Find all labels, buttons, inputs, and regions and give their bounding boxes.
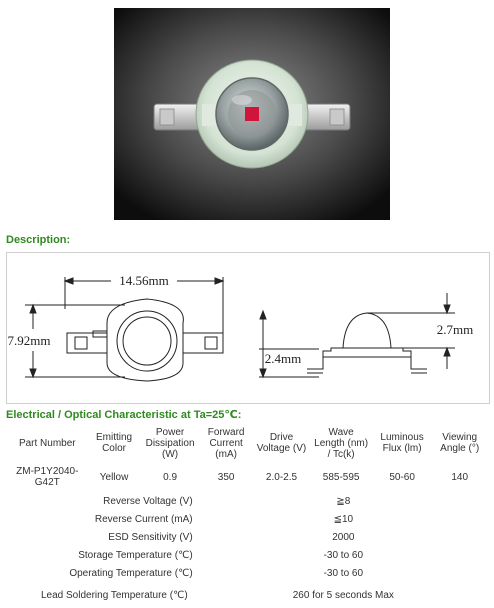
header-part-number: Part Number [18,437,76,449]
spec-row-storage-temp [6,546,486,564]
led-product-photo [114,8,390,220]
dimension-body-height: 2.4mm [264,351,302,366]
product-photo-area [0,0,494,228]
header-luminous-flux: Luminous Flux (lm) [380,432,424,454]
spec-row-operating-temp [6,564,486,582]
spec-value: ≧8 [336,495,351,507]
spec-label: Reverse Current (mA) [94,513,193,525]
header-power-dissipation: Power Dissipation (W) [145,426,195,460]
spec-table-header [6,424,486,462]
spec-table [6,424,486,608]
cell-part-number: ZM-P1Y2040-G42T [16,466,79,488]
header-emitting-color: Emitting Color [95,432,133,454]
spec-label: Operating Temperature (℃) [69,567,193,579]
spec-value: -30 to 60 [323,549,364,561]
spec-value: ≦10 [333,513,354,525]
dimension-drawing-graphic [7,253,489,403]
spec-row-soldering-temp [6,582,486,608]
dimension-dome-height: 2.7mm [436,322,474,337]
electrical-heading: Electrical / Optical Characteristic at Ta=25℃: [6,409,242,421]
spec-label: Reverse Voltage (V) [103,495,193,507]
spec-label: ESD Sensitivity (V) [108,531,193,543]
spec-row-reverse-current [6,510,486,528]
cell-emitting-color: Yellow [99,471,129,483]
spec-label: Storage Temperature (℃) [78,549,193,561]
cell-wave-length: 585-595 [322,471,360,483]
spec-row-esd [6,528,486,546]
cell-drive-voltage: 2.0-2.5 [265,471,298,483]
dimension-height: 7.92mm [7,333,51,348]
spec-row-reverse-voltage [6,492,486,510]
cell-forward-current: 350 [217,471,235,483]
cell-luminous-flux: 50-60 [389,471,415,483]
cell-power-dissipation: 0.9 [163,471,178,483]
led-photo-graphic [114,8,390,220]
header-wave-length: Wave Length (nm) / Tc(k) [314,426,369,460]
dimension-drawing [6,252,490,404]
spec-label: Lead Soldering Temperature (℃) [40,589,188,601]
header-viewing-angle: Viewing Angle (°) [440,432,480,454]
spec-value: 260 for 5 seconds Max [292,589,394,601]
header-drive-voltage: Drive Voltage (V) [256,432,307,454]
table-row [6,462,486,492]
spec-value: 2000 [332,531,355,543]
header-forward-current: Forward Current (mA) [207,426,245,460]
led-chip [245,107,259,121]
description-heading: Description: [6,234,71,246]
dimension-width: 14.56mm [119,273,169,288]
cell-viewing-angle: 140 [451,471,469,483]
spec-value: -30 to 60 [323,567,364,579]
